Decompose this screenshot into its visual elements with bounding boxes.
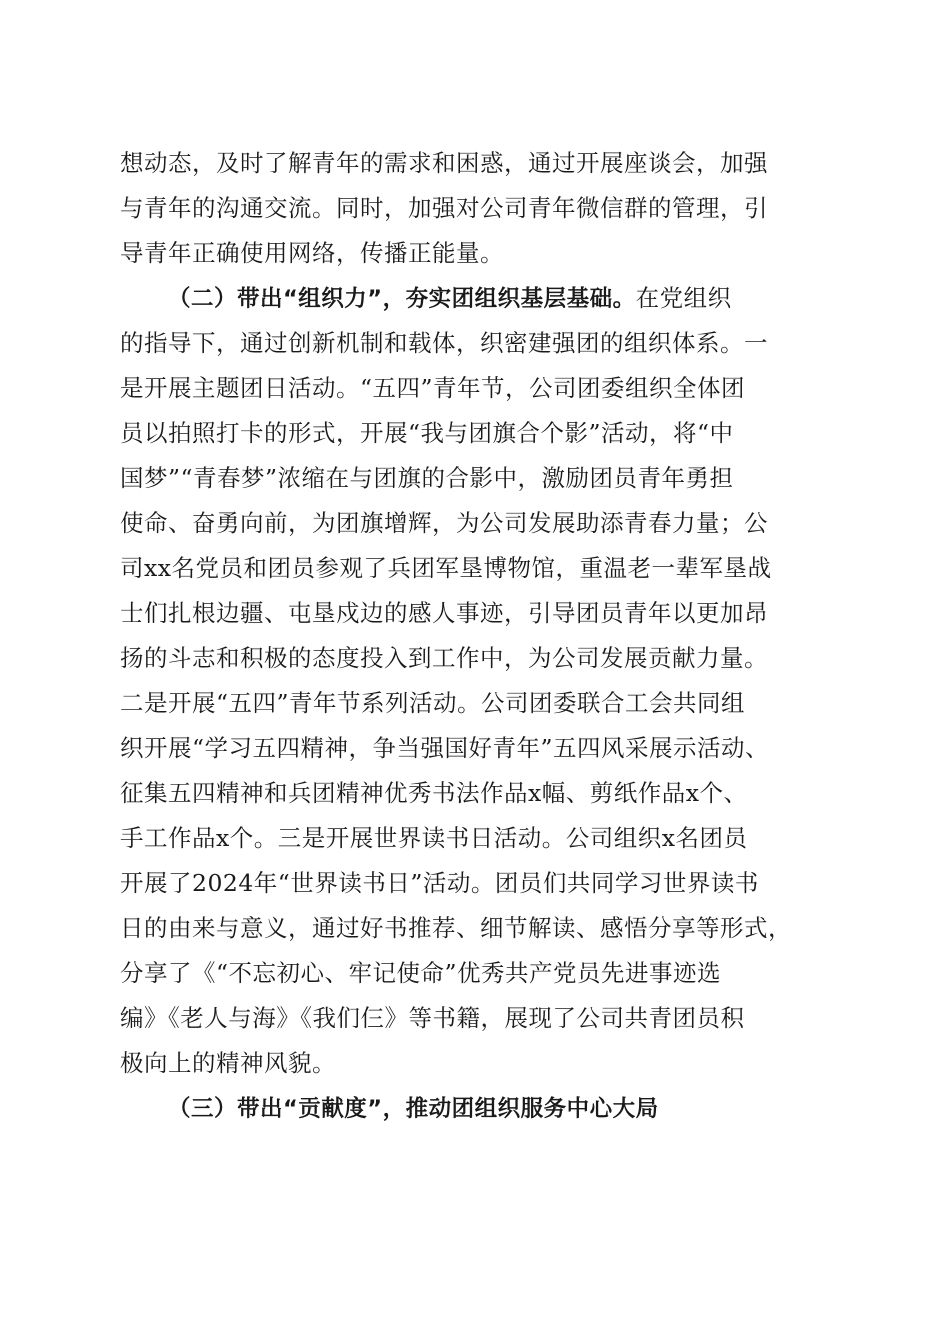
body-text-line: 国梦”“青春梦”浓缩在与团旗的合影中，激励团员青年勇担 [120,464,734,492]
body-text-line: 是开展主题团日活动。“五四”青年节，公司团委组织全体团 [120,374,746,402]
body-text-line: 极向上的精神风貌。 [120,1049,336,1077]
body-text-line: 手工作品x个。三是开展世界读书日活动。公司组织x名团员 [120,824,748,852]
body-text-line: 扬的斗志和积极的态度投入到工作中，为公司发展贡献力量。 [120,644,768,672]
section-heading-line [168,1088,840,1128]
section-heading-line [168,278,840,318]
body-text-span: 在党组织 [635,284,732,312]
body-text-line: 士们扎根边疆、屯垦戍边的感人事迹，引导团员青年以更加昂 [120,599,768,627]
body-text-line: 的指导下，通过创新机制和载体，织密建强团的组织体系。一 [120,329,768,357]
body-text-line: 征集五四精神和兵团精神优秀书法作品x幅、剪纸作品x个、 [120,779,748,807]
body-text-line: 二是开展“五四”青年节系列活动。公司团委联合工会共同组 [120,689,746,717]
body-text-line: 导青年正确使用网络，传播正能量。 [120,239,504,267]
section-heading-2: （二）带出“组织力”，夯实团组织基层基础。 [168,286,636,312]
body-text-line: 使命、奋勇向前，为团旗增辉，为公司发展助添青春力量；公 [120,509,768,537]
body-text-line: 日的由来与意义，通过好书推荐、细节解读、感悟分享等形式， [120,914,792,942]
body-text-line: 员以拍照打卡的形式，开展“我与团旗合个影”活动，将“中 [120,419,734,447]
body-text-line: 想动态，及时了解青年的需求和困惑，通过开展座谈会，加强 [120,149,768,177]
body-text-line: 分享了《“不忘初心、牢记使命”优秀共产党员先进事迹选 [120,959,722,987]
body-text-line: 与青年的沟通交流。同时，加强对公司青年微信群的管理，引 [120,194,768,222]
body-text-line: 编》《老人与海》《我们仨》等书籍，展现了公司共青团员积 [120,1004,745,1032]
body-text-line: 开展了2024年“世界读书日”活动。团员们共同学习世界读书 [120,869,759,897]
section-heading-3: （三）带出“贡献度”，推动团组织服务中心大局 [168,1096,659,1122]
body-text-line: 织开展“学习五四精神，争当强国好青年”五四风采展示活动、 [120,734,770,762]
body-text-line: 司xx名党员和团员参观了兵团军垦博物馆，重温老一辈军垦战 [120,554,772,582]
